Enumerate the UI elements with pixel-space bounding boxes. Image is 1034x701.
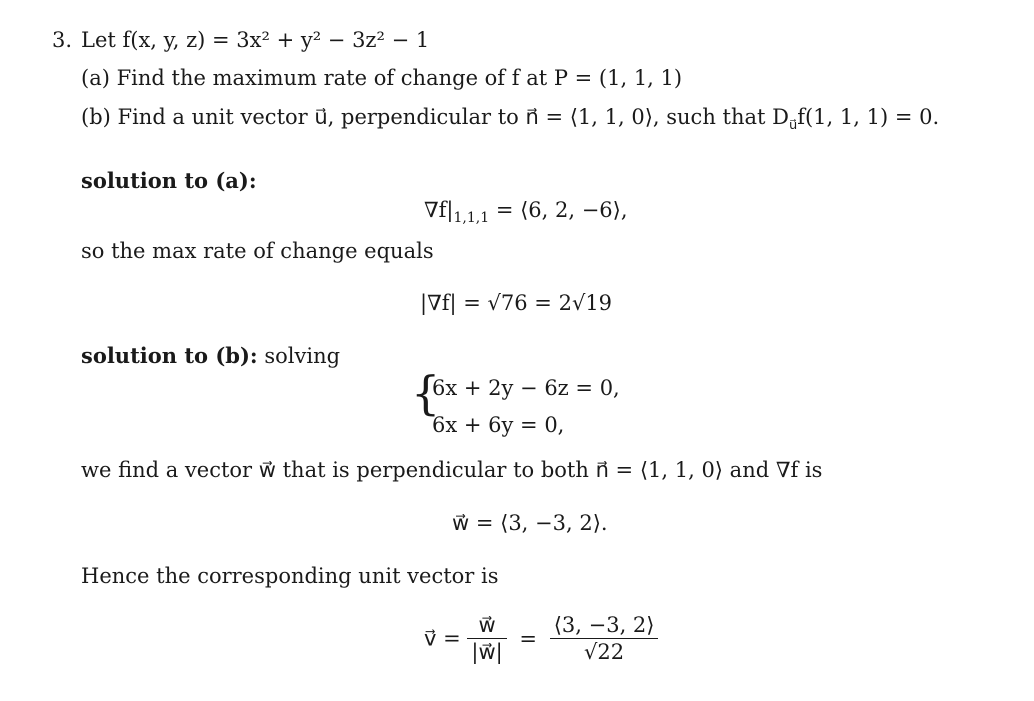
unit-vector-text: Hence the corresponding unit vector is bbox=[81, 564, 499, 588]
part-b-subscript: u⃗ bbox=[788, 118, 798, 134]
part-b-text: (b) Find a unit vector u⃗, perpendicular to n⃗ = ⟨1, 1, 0⟩, such that D bbox=[81, 105, 789, 129]
perpendicular-text: we find a vector w⃗ that is perpendicular to both n⃗ = ⟨1, 1, 0⟩ and ∇f is bbox=[81, 458, 823, 482]
gradient-rhs: = ⟨6, 2, −6⟩, bbox=[489, 198, 628, 222]
gradient-equation bbox=[424, 197, 628, 231]
v-lhs: v⃗ = bbox=[424, 626, 461, 651]
problem-statement: Let f(x, y, z) = 3x² + y² − 3z² − 1 bbox=[81, 28, 430, 52]
system-equation-1: 6x + 2y − 6z = 0, bbox=[432, 376, 620, 400]
part-b-tail: f(1, 1, 1) = 0. bbox=[797, 105, 940, 129]
solution-a-heading: solution to (a): bbox=[81, 168, 257, 193]
fraction-unit-vector bbox=[550, 612, 659, 665]
solution-b-heading bbox=[81, 343, 340, 369]
fraction-2-denominator: √22 bbox=[584, 640, 625, 664]
w-vector-result: w⃗ = ⟨3, −3, 2⟩. bbox=[452, 511, 608, 535]
system-equation-2: 6x + 6y = 0, bbox=[432, 413, 565, 437]
problem-number: 3. bbox=[52, 28, 73, 52]
part-a-question: (a) Find the maximum rate of change of f at P = (1, 1, 1) bbox=[81, 66, 683, 90]
system-brace: { bbox=[411, 366, 441, 420]
gradient-subscript: 1,1,1 bbox=[453, 210, 490, 227]
equals-sign: = bbox=[519, 626, 538, 651]
fraction-1-denominator: |w⃗| bbox=[471, 640, 503, 664]
unit-vector-equation bbox=[424, 612, 658, 665]
fraction-1-numerator: w⃗ bbox=[467, 612, 506, 639]
solution-b-heading-tail: solving bbox=[257, 344, 341, 368]
gradient-magnitude: |∇f| = √76 = 2√19 bbox=[420, 291, 613, 315]
part-b-question bbox=[81, 104, 939, 139]
gradient-lhs: ∇f| bbox=[424, 198, 454, 222]
solution-b-heading-bold: solution to (b): bbox=[81, 343, 258, 368]
max-rate-text: so the max rate of change equals bbox=[81, 239, 434, 263]
fraction-2-numerator: ⟨3, −3, 2⟩ bbox=[550, 612, 659, 639]
fraction-w-over-norm bbox=[467, 612, 506, 665]
